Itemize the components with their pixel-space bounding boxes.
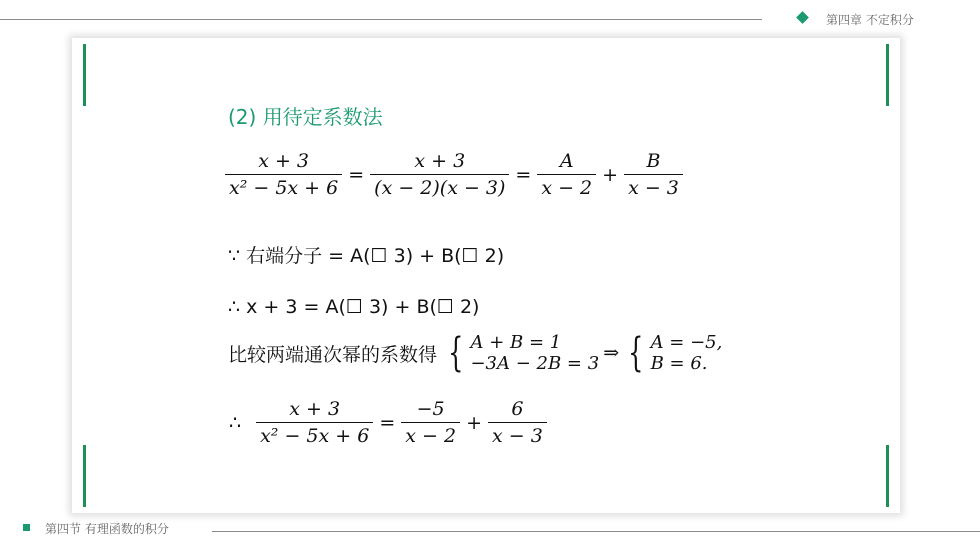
term-b-denominator: x − 3 [624,174,683,199]
footer-rule [212,531,980,532]
plus-sign: + [602,163,619,186]
brace-icon: { [628,330,644,376]
final-decomposition [226,398,550,447]
equals-sign: = [348,163,365,186]
final-term-1-denominator: x − 2 [401,422,460,447]
identity-statement: ∴ x + 3 = A(☐ 3) + B(☐ 2) [228,296,480,318]
final-term-1-numerator: −5 [416,398,445,420]
diamond-icon [796,11,809,24]
factored-numerator: x + 3 [414,150,466,172]
partial-fraction-equation [222,150,686,199]
final-term-2-numerator: 6 [511,398,524,420]
plus-sign: + [466,411,482,434]
term-a-numerator: A [559,150,574,172]
equals-sign: = [379,411,396,434]
term-a-fraction [537,150,596,199]
chapter-title: 第四章 不定积分 [826,13,914,27]
term-b-numerator: B [646,150,661,172]
final-lhs-numerator: x + 3 [289,398,341,420]
solution-b: B = 6. [650,353,708,374]
system-equation-2: −3A − 2B = 3 [470,353,600,374]
final-term-1 [401,398,460,447]
comparison-label: 比较两端通次幂的系数得 [228,343,438,366]
lhs-fraction [225,150,342,199]
factored-fraction [370,150,509,199]
linear-system [443,332,599,374]
implies-arrow: ⇒ [603,342,620,364]
numerator-statement: ∵ 右端分子 = A(☐ 3) + B(☐ 2) [228,245,505,267]
corner-mark-top-right [886,44,889,106]
system-equation-1: A + B = 1 [470,332,562,353]
lhs-denominator: x² − 5x + 6 [225,174,342,199]
corner-mark-bottom-left [83,445,86,507]
solution-system [623,332,722,374]
solution-a: A = −5, [650,332,723,353]
coefficient-comparison [228,332,722,374]
term-a-denominator: x − 2 [537,174,596,199]
final-lhs-denominator: x² − 5x + 6 [256,422,373,447]
term-b-fraction [624,150,683,199]
final-term-2-denominator: x − 3 [488,422,547,447]
therefore-symbol: ∴ [229,411,242,434]
lhs-numerator: x + 3 [258,150,310,172]
header-rule [0,19,762,20]
factored-denominator: (x − 2)(x − 3) [370,174,509,199]
section-footer: 第四节 有理函数的积分 [45,522,169,536]
equals-sign: = [515,163,532,186]
corner-mark-bottom-right [886,445,889,507]
section-heading: (2) 用待定系数法 [228,105,383,129]
square-icon [23,524,30,531]
final-lhs-fraction [256,398,373,447]
corner-mark-top-left [83,44,86,106]
final-term-2 [488,398,547,447]
brace-icon: { [448,330,464,376]
